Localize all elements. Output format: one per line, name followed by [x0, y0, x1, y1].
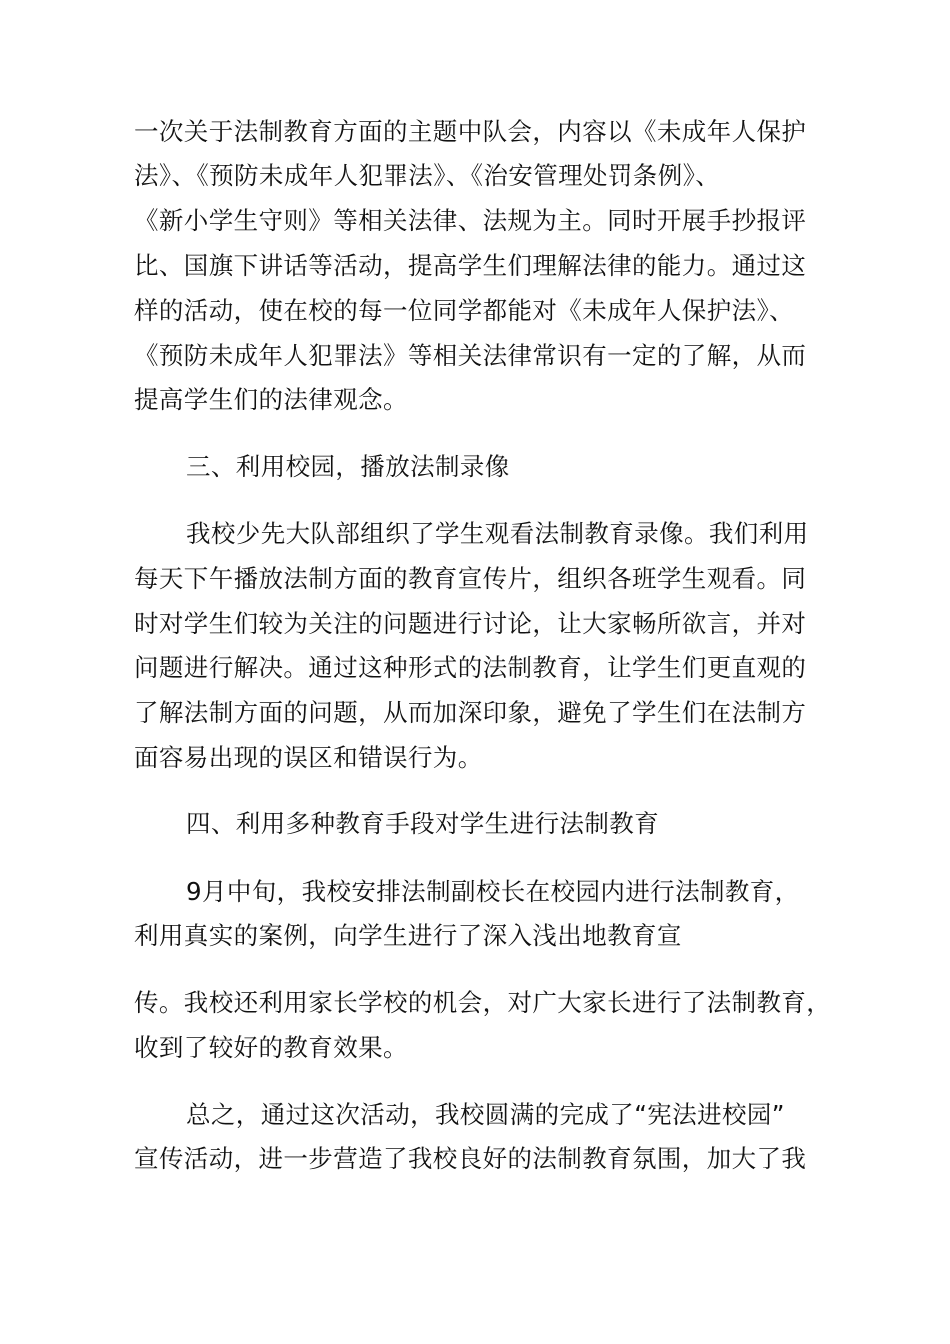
paragraph-line: 时对学生们较为关注的问题进行讨论，让大家畅所欲言，并对: [134, 609, 807, 638]
paragraph-line: 了解法制方面的问题，从而加深印象，避免了学生们在法制方: [134, 698, 807, 727]
section-heading: 三、利用校园，播放法制录像: [186, 452, 510, 481]
paragraph-line: 样的活动，使在校的每一位同学都能对《未成年人保护法》、: [134, 296, 795, 325]
paragraph-line: 9月中旬，我校安排法制副校长在校园内进行法制教育，: [186, 877, 800, 906]
paragraph-line: 我校少先大队部组织了学生观看法制教育录像。我们利用: [186, 519, 809, 548]
paragraph-line: 宣传活动，进一步营造了我校良好的法制教育氛围，加大了我: [134, 1144, 807, 1173]
paragraph-line: 总之，通过这次活动，我校圆满的完成了“宪法进校园”: [186, 1100, 785, 1129]
paragraph-line: 比、国旗下讲话等活动，提高学生们理解法律的能力。通过这: [134, 251, 807, 280]
paragraph-line: 法》、《预防未成年人犯罪法》、《治安管理处罚条例》、: [134, 161, 721, 190]
paragraph-line: 利用真实的案例，向学生进行了深入浅出地教育宣: [134, 921, 682, 950]
paragraph-line: 传。我校还利用家长学校的机会，对广大家长进行了法制教育，: [134, 988, 832, 1017]
paragraph-line: 提高学生们的法律观念。: [134, 385, 408, 414]
paragraph-line: 收到了较好的教育效果。: [134, 1033, 408, 1062]
section-heading: 四、利用多种教育手段对学生进行法制教育: [186, 809, 660, 838]
paragraph-line: 问题进行解决。通过这种形式的法制教育，让学生们更直观的: [134, 653, 807, 682]
paragraph-line: 《预防未成年人犯罪法》等相关法律常识有一定的了解，从而: [134, 341, 807, 370]
paragraph-line: 每天下午播放法制方面的教育宣传片，组织各班学生观看。同: [134, 564, 807, 593]
paragraph-line: 面容易出现的误区和错误行为。: [134, 743, 483, 772]
paragraph-line: 一次关于法制教育方面的主题中队会，内容以《未成年人保护: [134, 117, 807, 146]
paragraph-line: 《新小学生守则》等相关法律、法规为主。同时开展手抄报评: [134, 206, 807, 235]
